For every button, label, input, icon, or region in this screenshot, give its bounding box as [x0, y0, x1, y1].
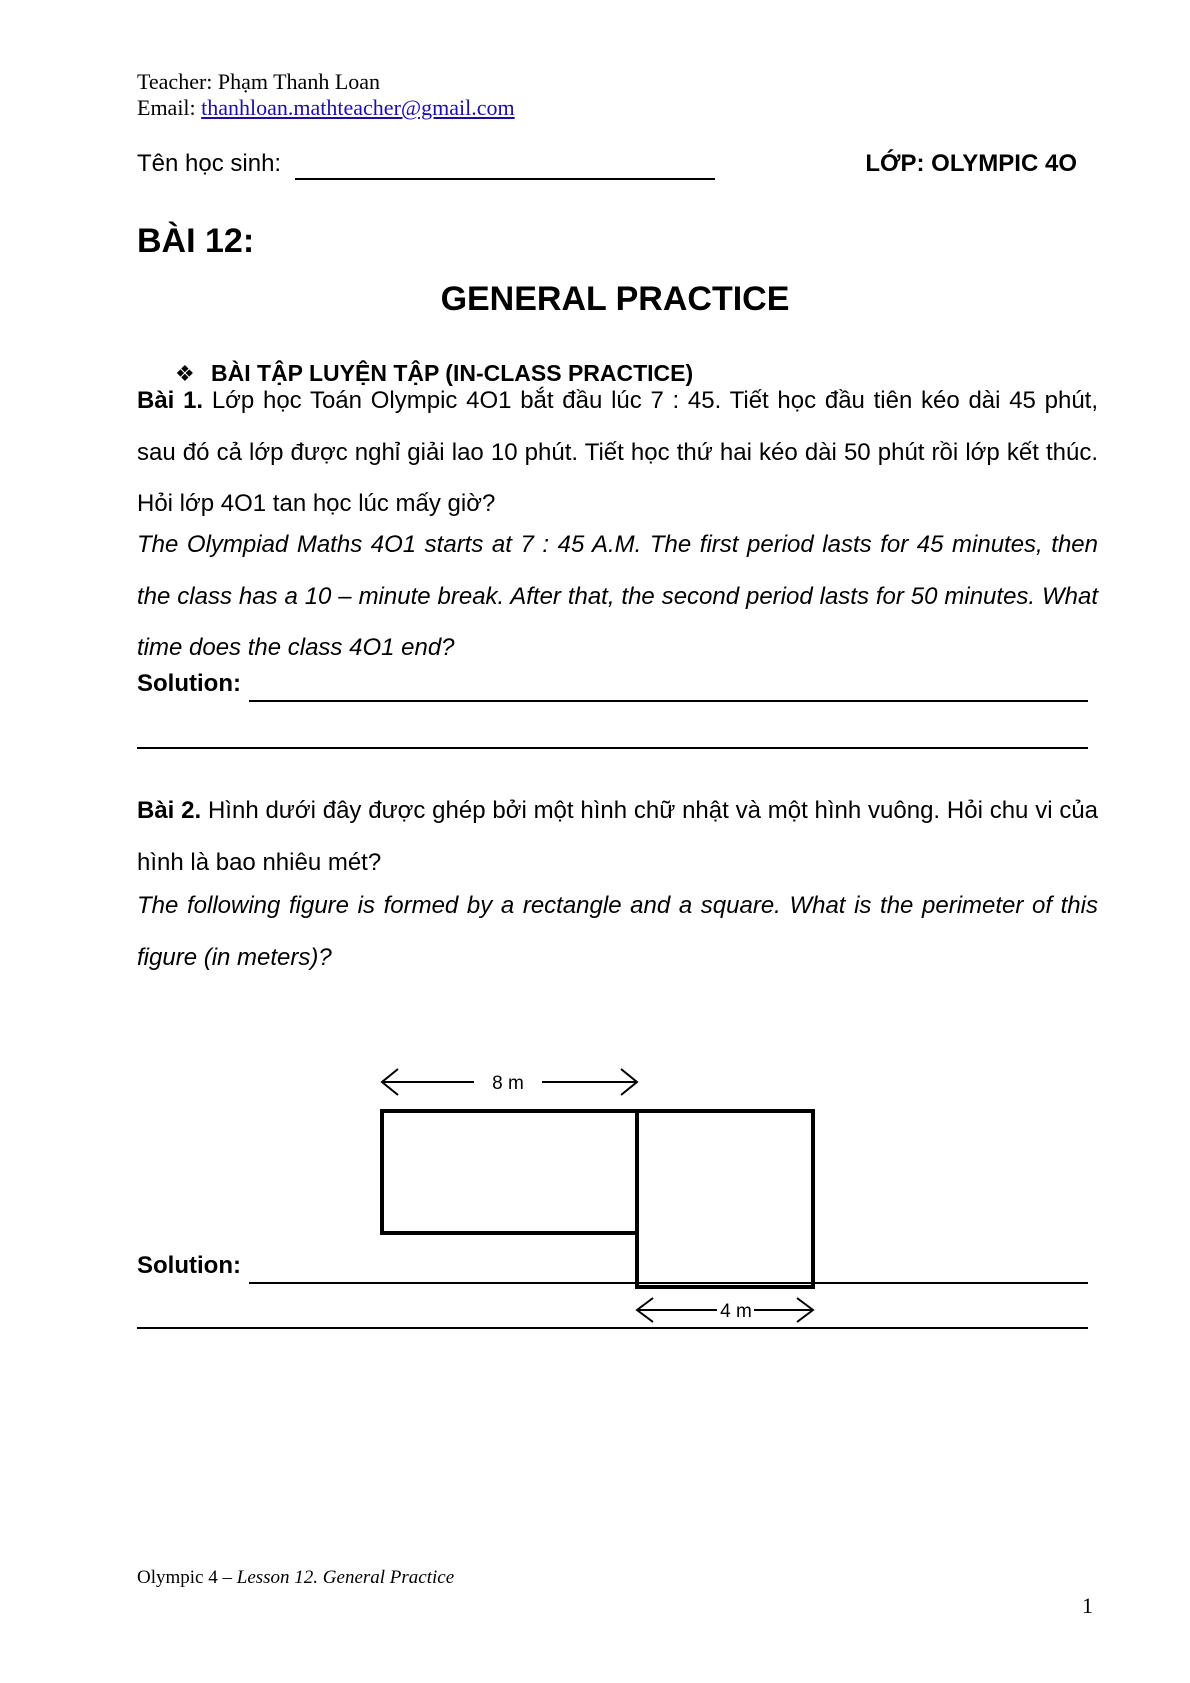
student-name-label: Tên học sinh:	[137, 150, 282, 177]
page-number: 1	[1082, 1593, 1093, 1618]
section-title: BÀI TẬP LUYỆN TẬP (IN-CLASS PRACTICE)	[211, 360, 694, 386]
rectangle-square-figure	[380, 1060, 860, 1330]
problem-1-vietnamese	[137, 375, 1098, 530]
solution-label: Solution:	[137, 1252, 241, 1279]
rect-width-label: 8 m	[492, 1073, 524, 1094]
lesson-title: GENERAL PRACTICE	[440, 280, 790, 318]
footer-lesson: Lesson 12. General Practice	[236, 1567, 455, 1588]
diamond-bullet-icon: ❖	[175, 361, 195, 386]
email-label: Email:	[137, 95, 202, 120]
email-line	[137, 94, 515, 122]
student-name-blank[interactable]	[295, 178, 715, 180]
student-row	[137, 150, 1077, 184]
problem-2-english: The following figure is formed by a rectangle and a square. What is the perimeter of this figure (in meters)?	[137, 892, 1098, 971]
problem-1-label: Bài 1.	[137, 387, 204, 414]
footer-course: Olympic 4 –	[137, 1567, 237, 1588]
solution-blank-line[interactable]	[249, 1282, 1088, 1284]
class-label: LỚP: OLYMPIC 4O	[865, 150, 1077, 177]
problem-1-english: The Olympiad Maths 4O1 starts at 7 : 45 A.M. The first period lasts for 45 minutes, then the class has a 10 – minute break. After that, the second period lasts for 50 minutes. What time does the class 4O1 end?	[137, 531, 1098, 661]
solution-blank-line[interactable]	[137, 747, 1088, 749]
rectangle-shape	[382, 1111, 637, 1233]
problem-2-vietnamese	[137, 785, 1098, 888]
solution-blank-line[interactable]	[249, 700, 1088, 702]
problem-2-vi-text: Hình dưới đây được ghép bởi một hình chữ nhật và một hình vuông. Hỏi chu vi của hình là bao nhiêu mét?	[137, 797, 1099, 876]
problem-2-solution	[137, 1252, 1088, 1286]
solution-label: Solution:	[137, 670, 241, 697]
teacher-line: Teacher: Phạm Thanh Loan	[137, 69, 381, 94]
problem-2-label: Bài 2.	[137, 797, 202, 824]
email-link[interactable]: thanhloan.mathteacher@gmail.com	[201, 95, 515, 120]
solution-blank-line[interactable]	[137, 1327, 1088, 1329]
footer	[137, 1567, 454, 1589]
problem-1-vi-text: Lớp học Toán Olympic 4O1 bắt đầu lúc 7 : 45. Tiết học đầu tiên kéo dài 45 phút, sau đó cả lớp được nghỉ giải lao 10 phút. Tiết học thứ hai kéo dài 50 phút rồi lớp kết thúc. Hỏi lớp 4O1 tan học lúc mấy giờ?	[137, 387, 1099, 517]
problem-1-solution	[137, 670, 1088, 704]
lesson-number: BÀI 12:	[137, 222, 255, 260]
square-side-label: 4 m	[720, 1301, 752, 1322]
